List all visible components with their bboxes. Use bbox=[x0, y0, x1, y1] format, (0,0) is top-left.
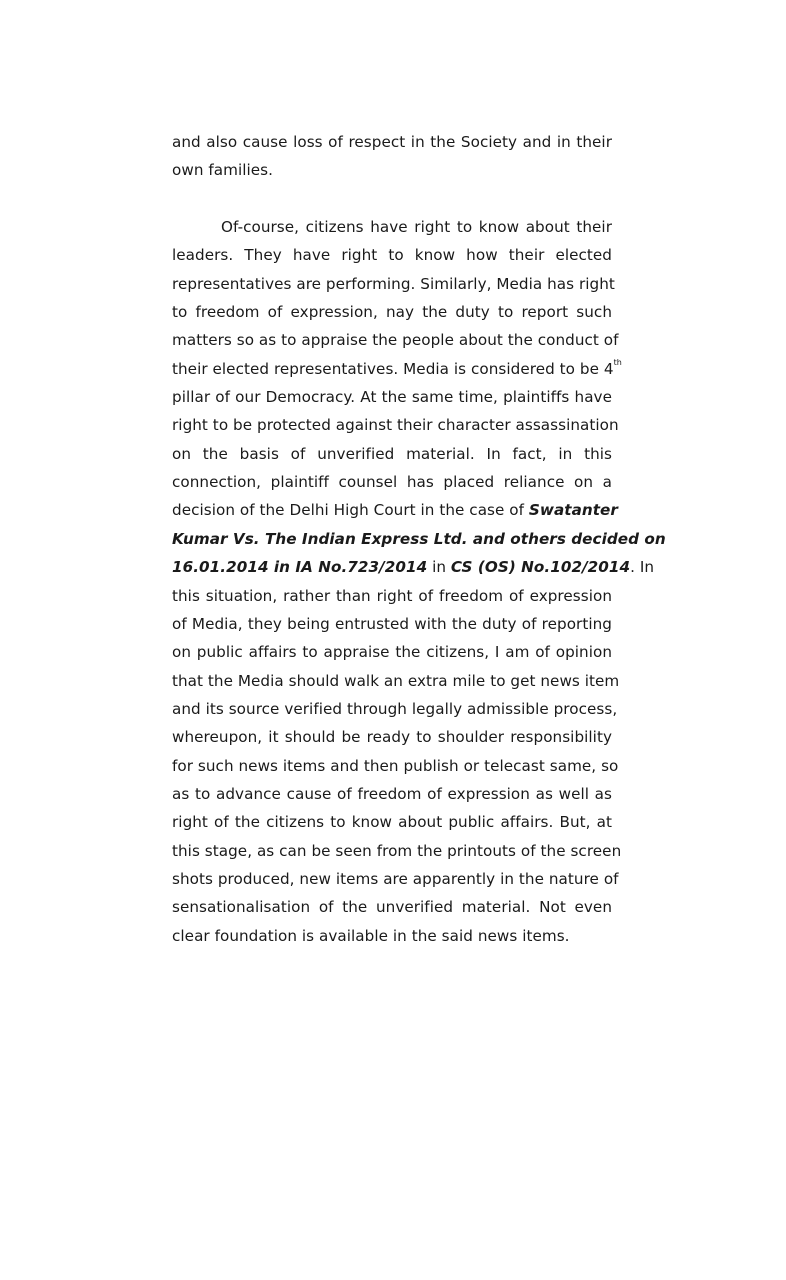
case-citation: 16.01.2014 in IA No.723/2014 bbox=[172, 558, 428, 577]
text-line bbox=[172, 553, 655, 581]
case-number: CS (OS) No.102/2014 bbox=[450, 558, 631, 577]
line-text: their elected representatives. Media is considered to be 4 bbox=[172, 359, 614, 378]
document-page bbox=[172, 128, 666, 950]
paragraph-gap bbox=[172, 185, 612, 213]
line-text: decision of the Delhi High Court in the case of bbox=[172, 501, 529, 520]
text-line: matters so as to appraise the people about the conduct of bbox=[172, 331, 619, 350]
text-line: whereupon, it should be ready to shoulder responsibility bbox=[172, 728, 612, 747]
text-line: on the basis of unverified material. In fact, in this bbox=[172, 444, 612, 463]
text-line: on public affairs to appraise the citizens, I am of opinion bbox=[172, 643, 612, 662]
text-line bbox=[172, 496, 618, 524]
text-line: to freedom of expression, nay the duty to report such bbox=[172, 303, 612, 322]
text-line: as to advance cause of freedom of expression as well as bbox=[172, 784, 612, 803]
text-line: this stage, as can be seen from the printouts of the screen bbox=[172, 841, 622, 860]
text-line: of Media, they being entrusted with the duty of reporting bbox=[172, 614, 612, 633]
text-line: right of the citizens to know about public affairs. But, at bbox=[172, 813, 612, 832]
text-line: for such news items and then publish or telecast same, so bbox=[172, 756, 619, 775]
text-line: own families. bbox=[172, 161, 274, 180]
paragraph-2 bbox=[172, 213, 666, 950]
text-line: sensationalisation of the unverified material. Not even bbox=[172, 898, 612, 917]
text-line: right to be protected against their character assassination bbox=[172, 416, 619, 435]
text-line bbox=[172, 355, 622, 383]
text-line: shots produced, new items are apparently in the nature of bbox=[172, 869, 619, 888]
text-line: pillar of our Democracy. At the same time, plaintiffs have bbox=[172, 388, 612, 407]
text-line: and its source verified through legally admissible process, bbox=[172, 699, 618, 718]
text-line: clear foundation is available in the said news items. bbox=[172, 926, 570, 945]
case-citation: Swatanter bbox=[528, 501, 618, 520]
ordinal-superscript: th bbox=[613, 357, 622, 367]
text-line: leaders. They have right to know how their elected bbox=[172, 246, 612, 265]
paragraph-1 bbox=[172, 128, 612, 185]
text-line: and also cause loss of respect in the Society and in their bbox=[172, 133, 612, 151]
text-line: Of-course, citizens have right to know about their bbox=[221, 218, 612, 237]
text-line bbox=[172, 525, 666, 553]
text-line: that the Media should walk an extra mile to get news item bbox=[172, 671, 620, 690]
text-line: connection, plaintiff counsel has placed reliance on a bbox=[172, 473, 612, 492]
text-line: this situation, rather than right of freedom of expression bbox=[172, 586, 612, 605]
line-text: in bbox=[427, 558, 451, 577]
text-line: representatives are performing. Similarly, Media has right bbox=[172, 274, 615, 293]
line-text: . In bbox=[630, 558, 655, 577]
case-citation: Kumar Vs. The Indian Express Ltd. and others decided on bbox=[172, 529, 666, 548]
